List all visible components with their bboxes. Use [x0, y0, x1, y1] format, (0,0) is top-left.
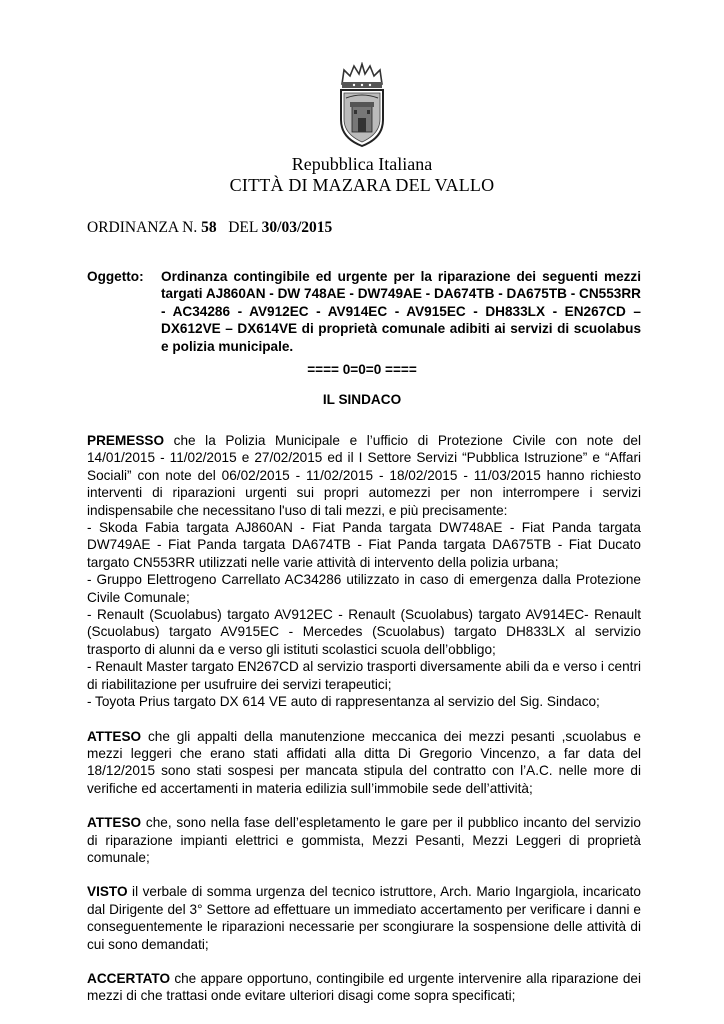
atteso-keyword: ATTESO — [87, 815, 142, 831]
atteso-text: che, sono nella fase dell’espletamento le gare per il pubblico incanto del servizio di riparazione impianti elettrici e gommista, Mezzi Pesanti, Mezzi Leggeri di proprietà comunale; — [87, 815, 641, 865]
subject-label: Oggetto: — [87, 269, 144, 284]
premesso-item: - Renault (Scuolabus) targato AV912EC - Renault (Scuolabus) targato AV914EC- Renault (Scuolabus) targato AV915EC - Mercedes (Scuolabus) targato DH833LX al servizio trasporto di alunni da e verso gli istituti scolastici scuola dell’obbligo; — [87, 607, 641, 657]
republic-heading: Repubblica Italiana — [291, 154, 433, 174]
premesso-paragraph — [87, 432, 641, 711]
visto-keyword: VISTO — [87, 884, 128, 900]
atteso-keyword: ATTESO — [87, 728, 142, 744]
accertato-keyword: ACCERTATO — [87, 970, 171, 986]
atteso-paragraph — [87, 814, 641, 866]
section-separator: ==== 0=0=0 ==== — [307, 362, 417, 377]
ordinance-date: 30/03/2015 — [261, 219, 333, 236]
premesso-keyword: PREMESSO — [87, 433, 165, 448]
premesso-item: - Toyota Prius targato DX 614 VE auto di rappresentanza al servizio del Sig. Sindaco; — [87, 694, 600, 710]
ordinance-prefix: ORDINANZA N. — [87, 219, 202, 236]
ordinance-del-label: DEL — [216, 219, 262, 236]
ordinance-number: 58 — [201, 219, 217, 236]
ordinance-body — [87, 432, 641, 1022]
city-coat-of-arms-icon — [332, 62, 392, 148]
visto-paragraph — [87, 883, 641, 953]
accertato-text: che appare opportuno, contingibile ed urgente intervenire alla riparazione dei mezzi di che trattasi onde evitare ulteriori disagi come sopra specificati; — [87, 970, 641, 1004]
ordinance-reference — [87, 219, 332, 237]
premesso-intro: che la Polizia Municipale e l’ufficio di Protezione Civile con note del 14/01/2015 - 11/02/2015 e 27/02/2015 ed il I Settore Servizi “Pubblica Istruzione” e “Affari Sociali” con note del 06/02/2015 - 11/02/2015 - 18/02/2015 - 11/03/2015 hanno richiesto interventi di riparazioni urgenti sui propri automezzi per non interrompere i servizi indispensabile che necessitano l'uso di tali mezzi, e più precisamente: — [87, 433, 641, 518]
atteso-text: che gli appalti della manutenzione meccanica dei mezzi pesanti ,scuolabus e mezzi leggeri che erano stati affidati alla ditta Di Gregorio Vincenzo, a far data del 18/12/2015 sono stati sospesi per mancata stipula del contratto con l’A.C. nelle more di verifiche ed accertamenti in materia edilizia sull’immobile sede dell’attività; — [87, 728, 641, 796]
atteso-paragraph — [87, 728, 641, 798]
city-heading: CITTÀ DI MAZARA DEL VALLO — [229, 175, 495, 195]
visto-text: il verbale di somma urgenza del tecnico istruttore, Arch. Mario Ingargiola, incaricato dal Dirigente del 3° Settore ad effettuare un immediato accertamento per verificare i danni e conseguentemente le riparazioni necessarie per scongiurare la sospensione delle attività di cui sono demandati; — [87, 884, 641, 952]
il-sindaco-heading: IL SINDACO — [322, 392, 402, 407]
premesso-item: - Gruppo Elettrogeno Carrellato AC34286 utilizzato in caso di emergenza dalla Protezione Civile Comunale; — [87, 572, 641, 605]
premesso-item: - Renault Master targato EN267CD al servizio trasporti diversamente abili da e verso i centri di riabilitazione per usufruire dei servizi terapeutici; — [87, 659, 641, 692]
premesso-item: - Skoda Fabia targata AJ860AN - Fiat Panda targata DW748AE - Fiat Panda targata DW749AE - Fiat Panda targata DA674TB - Fiat Panda targata DA675TB - Fiat Ducato targato CN553RR utilizzati nelle varie attività di intervento della polizia urbana; — [87, 520, 641, 570]
subject-text: Ordinanza contingibile ed urgente per la riparazione dei seguenti mezzi targati AJ860AN - DW 748AE - DW749AE - DA674TB - DA675TB - CN553RR - AC34286 - AV912EC - AV914EC - AV915EC - DH833LX - EN267CD – DX612VE – DX614VE di proprietà comunale adibiti ai servizi di scuolabus e polizia municipale. — [161, 269, 641, 354]
accertato-paragraph — [87, 970, 641, 1005]
